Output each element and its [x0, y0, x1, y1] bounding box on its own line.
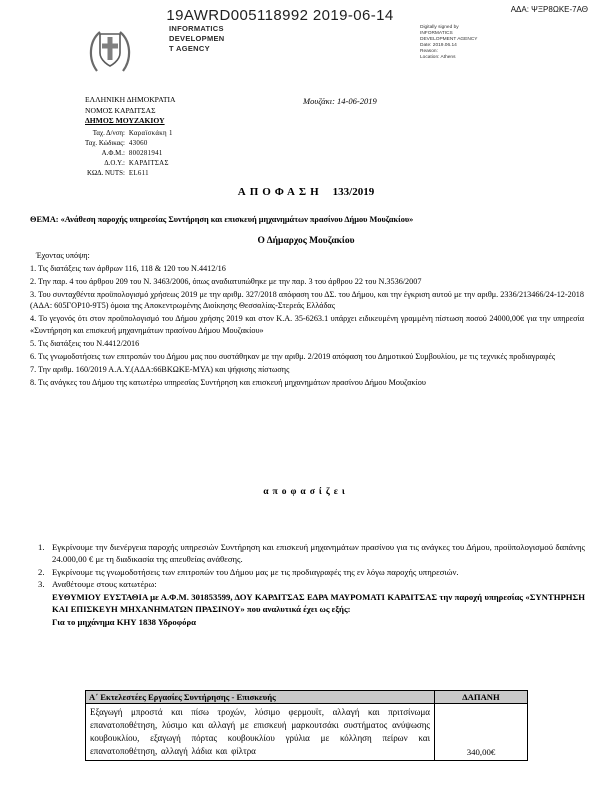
place-date-line: Μουζάκι: 14-06-2019 [303, 96, 377, 106]
authority-municipality: ΔΗΜΟΣ ΜΟΥΖΑΚΙΟΥ [85, 116, 165, 126]
contractor-paragraph [52, 592, 585, 616]
signature-line: DEVELOPMENT AGENCY [420, 36, 478, 42]
work-cost-cell: 340,00€ [435, 704, 528, 761]
preamble-section [30, 250, 584, 390]
preamble-item: 3. Του συνταχθέντα προϋπολογισμό χρήσεως 2019 με την αριθμ. 327/2018 απόφαση του ΔΣ. του Δήμου, και την έγκριση αυτού με την αριθμ. 2336/213466/24-12-2018 (ΑΔΑ: 605ΓΟΡ10-9Τ5) όμοια της Αποκεντρωμένης Διοίκησης Θεσσαλίας-Στερεάς Ελλάδας [30, 289, 584, 310]
greek-emblem-icon [86, 25, 134, 79]
decision-item-text: Αναθέτουμε στους κατωτέρω: [52, 579, 157, 590]
field-row-nuts [85, 169, 173, 179]
preamble-item: 8. Τις ανάγκες του Δήμου της κατωτέρω υπηρεσίας Συντήρηση και επισκευή μηχανημάτων πρασίνου Δήμου Μουζακίου [30, 377, 426, 387]
diavgeia-registry-code: 19AWRD005118992 2019-06-14 [166, 7, 394, 24]
decision-title-word: ΑΠΟΦΑΣΗ [237, 186, 323, 198]
field-row-address [85, 129, 173, 139]
agency-line: INFORMATICS [169, 24, 224, 33]
decision-item-number: 1. [38, 542, 45, 552]
preamble-item: 1. Τις διατάξεις των άρθρων 116, 118 & 120 του Ν.4412/16 [30, 263, 226, 273]
informatics-agency-stamp [169, 24, 225, 53]
works-table-header-row [86, 691, 528, 704]
preamble-item: 4. Το γεγονός ότι στον προϋπολογισμό του Δήμου χρήσης 2019 και στον Κ.Α. 35-6263.1 υπάρχει ειδικευμένη γραμμένη πίστωση ποσού 24000,00€ για την υπηρεσία «Συντήρηση και επισκευή μηχανημάτων πρασίνου Δήμου Μουζακίου» [30, 314, 584, 335]
subject-line [30, 215, 584, 224]
decisions-section [38, 542, 585, 629]
decision-item-number: 2. [38, 566, 45, 577]
preamble-item: 5. Τις διατάξεις του Ν.4412/2016 [30, 338, 140, 348]
field-label: Ταχ. Δ/νση: [92, 129, 125, 137]
mayor-heading: Ο Δήμαρχος Μουζακίου [257, 236, 355, 246]
digital-signature-details [420, 25, 500, 61]
greek-emblem-logo [86, 25, 134, 79]
decision-item [38, 542, 585, 566]
decision-item-text: Εγκρίνουμε την διενέργεια παροχής υπηρεσιών Συντήρηση και επισκευή μηχανημάτων πρασίνου για τις ανάγκες του Δήμου, προϋπολογισμού δαπάνης 24.000,00 € με τη διαδικασία της απευθείας ανάθεσης. [52, 542, 585, 564]
letterhead-block [85, 95, 176, 179]
ada-code: ΑΔΑ: ΨΞΡ8ΩΚΕ-7ΑΘ [510, 5, 588, 14]
field-label: ΚΩΔ. NUTS: [86, 169, 125, 177]
decision-item-text: Εγκρίνουμε τις γνωμοδοτήσεις των επιτροπών του Δήμου μας με τις προδιαγραφές της εν λόγω παροχής υπηρεσιών. [52, 566, 459, 577]
signature-line: Reason: [420, 48, 438, 54]
decision-title-number: 133/2019 [332, 186, 375, 198]
field-value: Καραϊσκάκη 1 [128, 129, 173, 137]
decision-item [38, 567, 585, 579]
decision-word: αποφασίζει [263, 487, 349, 497]
field-row-afm [85, 149, 173, 159]
signature-line: Location: Athens [420, 54, 456, 60]
field-label: Δ.Ο.Υ.: [104, 159, 125, 167]
field-value: 43060 [128, 139, 148, 147]
agency-line: T AGENCY [169, 43, 210, 53]
decision-title [0, 186, 612, 198]
contact-fields [85, 129, 173, 179]
cost-column-header: ΔΑΠΑΝΗ [435, 691, 528, 704]
authority-republic: ΕΛΛΗΝΙΚΗ ΔΗΜΟΚΡΑΤΙΑ [85, 95, 176, 104]
table-row [86, 704, 528, 761]
signature-line: INFORMATICS [420, 30, 453, 36]
field-value: 800281941 [128, 149, 163, 157]
contractor-name: ΕΥΘΥΜΙΟΥ ΕΥΣΤΑΘΙΑ [52, 592, 148, 603]
field-value: ΚΑΡΔΙΤΣΑΣ [128, 159, 169, 167]
subject-label: ΘΕΜΑ: [30, 215, 59, 224]
field-value: EL611 [128, 169, 149, 177]
work-description-cell: Εξαγωγή μπροστά και πίσω τροχών, λύσιμο φερμουϊτ, αλλαγή και πριτσίνωμα επανατοποθέτηση, λύσιμο και αλλαγή με επισκευή μαρκουτσάκι συστήματος ανύψωσης κουβουκλίου, εξαγωγή πόρτας κουβουκλίου γρύλια με κόλληση πείρων και επανατοποθέτηση, αλλαγή λάδια και φίλτρα [86, 704, 435, 761]
signature-line: Digitally signed by [420, 25, 459, 30]
agency-line: DEVELOPMEN [169, 33, 225, 43]
preamble-intro: Έχοντας υπόψη: [36, 251, 90, 260]
authority-prefecture: ΝΟΜΟΣ ΚΑΡΔΙΤΣΑΣ [85, 105, 156, 115]
contractor-details: με Α.Φ.Μ. 301853599, ΔΟΥ ΚΑΡΔΙΤΣΑΣ ΕΔΡΑ ΜΑΥΡΟΜΑΤΙ ΚΑΡΔΙΤΣΑΣ την παροχή υπηρεσίας «ΣΥΝΤΗΡΗΣΗ ΚΑΙ ΕΠΙΣΚΕΥΗ ΜΗΧΑΝΗΜΑΤΩΝ ΠΡΑΣΙΝΟΥ» που αναλυτικά έχει ως εξής: [52, 592, 585, 614]
field-label: Ταχ. Κώδικας: [85, 139, 125, 147]
field-row-doy [85, 159, 173, 169]
preamble-item: 2. Την παρ. 4 του άρθρου 209 του Ν. 3463/2006, όπως αναδιατυπώθηκε με την παρ. 3 του άρθρου 22 του Ν.3536/2007 [30, 276, 422, 286]
decision-item-number: 3. [38, 579, 45, 590]
field-row-postcode [85, 139, 173, 149]
works-column-header: Α΄ Εκτελεστέες Εργασίες Συντήρησης - Επισκευής [86, 691, 435, 704]
decision-item [38, 579, 585, 591]
machine-line: Για το μηχάνημα ΚΗΥ 1838 Υδροφόρα [52, 616, 196, 627]
subject-text: «Ανάθεση παροχής υπηρεσίας Συντήρηση και επισκευή μηχανημάτων πρασίνου Δήμου Μουζακίου» [60, 215, 414, 224]
field-label: Α.Φ.Μ.: [101, 149, 125, 157]
works-table [85, 690, 528, 761]
preamble-item: 6. Τις γνωμοδοτήσεις των επιτροπών του Δήμου μας που συστάθηκαν με την αριθμ. 2/2019 απόφαση του Δημοτικού Συμβουλίου, με τις τεχνικές προδιαγραφές [30, 351, 556, 361]
preamble-item: 7. Την αριθμ. 160/2019 Α.Α.Υ.(ΑΔΑ:66ΒΚΩΚΕ-ΜΥΑ) και ψήφισης πίστωσης [30, 364, 290, 374]
signature-line: Date: 2019.06.14 [420, 42, 457, 48]
